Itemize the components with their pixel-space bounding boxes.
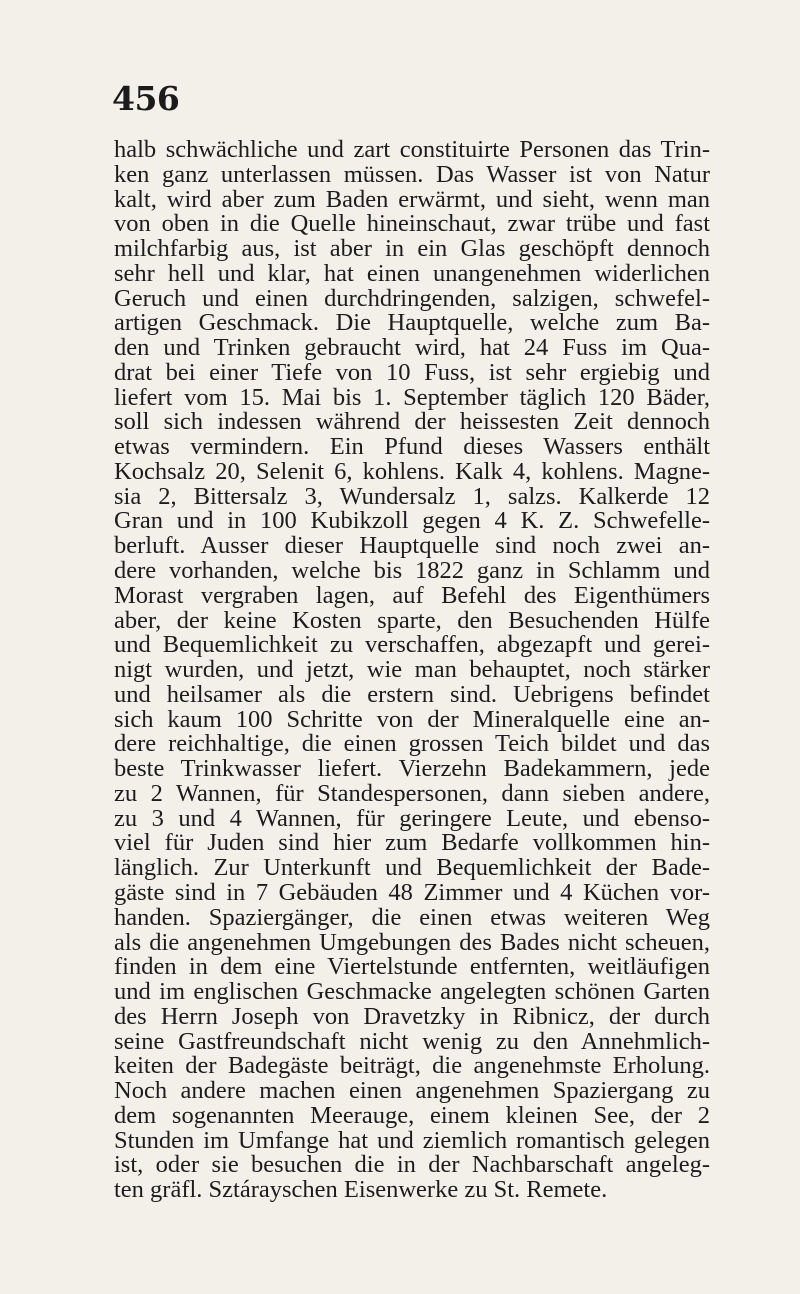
- text-line: soll sich indessen während der heissesten Zeit dennoch: [114, 410, 710, 436]
- text-line: drat bei einer Tiefe von 10 Fuss, ist sehr ergiebig und: [114, 360, 710, 386]
- text-line: nigt wurden, und jetzt, wie man behauptet, noch stärker: [114, 658, 710, 683]
- text-line: gäste sind in 7 Gebäuden 48 Zimmer und 4 Küchen vor-: [114, 880, 710, 906]
- text-line: Geruch und einen durchdringenden, salzigen, schwefel-: [114, 286, 710, 312]
- page-number: 456: [112, 79, 180, 118]
- text-line: Noch andere machen einen angenehmen Spaziergang zu: [114, 1079, 710, 1104]
- text-line: aber, der keine Kosten sparte, den Besuchenden Hülfe: [114, 608, 710, 634]
- text-line: zu 3 und 4 Wannen, für geringere Leute, und ebenso-: [114, 806, 710, 832]
- text-line: handen. Spaziergänger, die einen etwas weiteren Weg: [114, 905, 710, 931]
- text-line: von oben in die Quelle hineinschaut, zwar trübe und fast: [114, 212, 710, 238]
- text-line: dere vorhanden, welche bis 1822 ganz in Schlamm und: [114, 559, 710, 584]
- body-text: [114, 138, 710, 1203]
- text-line: keiten der Badegäste beiträgt, die angenehmste Erholung.: [114, 1054, 710, 1080]
- text-line: und heilsamer als die erstern sind. Uebrigens befindet: [114, 682, 710, 708]
- text-line: ten gräfl. Sztárayschen Eisenwerke zu St. Remete.: [114, 1178, 608, 1203]
- text-line: etwas vermindern. Ein Pfund dieses Wassers enthält: [114, 435, 710, 460]
- text-line: ken ganz unterlassen müssen. Das Wasser ist von Natur: [114, 162, 710, 188]
- text-line: Gran und in 100 Kubikzoll gegen 4 K. Z. Schwefelle-: [114, 509, 710, 535]
- text-line: finden in dem eine Viertelstunde entfernten, weitläufigen: [114, 955, 710, 981]
- text-line: Stunden im Umfange hat und ziemlich romantisch gelegen: [114, 1128, 710, 1154]
- text-line: dem sogenannten Meerauge, einem kleinen See, der 2: [114, 1103, 710, 1129]
- text-line: berluft. Ausser dieser Hauptquelle sind noch zwei an-: [114, 534, 710, 560]
- text-line: kalt, wird aber zum Baden erwärmt, und sieht, wenn man: [114, 187, 710, 213]
- text-line: und im englischen Geschmacke angelegten schönen Garten: [114, 980, 710, 1005]
- text-line: ist, oder sie besuchen die in der Nachbarschaft angeleg-: [114, 1153, 710, 1179]
- text-line: beste Trinkwasser liefert. Vierzehn Badekammern, jede: [114, 757, 710, 782]
- text-line: viel für Juden sind hier zum Bedarfe vollkommen hin-: [114, 831, 710, 857]
- text-line: seine Gastfreundschaft nicht wenig zu den Annehmlich-: [114, 1029, 710, 1055]
- text-line: länglich. Zur Unterkunft und Bequemlichkeit der Bade-: [114, 856, 710, 881]
- text-line: dere reichhaltige, die einen grossen Teich bildet und das: [114, 732, 710, 758]
- text-line: zu 2 Wannen, für Standespersonen, dann sieben andere,: [114, 781, 710, 807]
- text-line: des Herrn Joseph von Dravetzky in Ribnicz, der durch: [114, 1004, 710, 1030]
- text-line: Kochsalz 20, Selenit 6, kohlens. Kalk 4, kohlens. Magne-: [114, 459, 710, 485]
- text-line: und Bequemlichkeit zu verschaffen, abgezapft und gerei-: [114, 633, 710, 659]
- text-line: halb schwächliche und zart constituirte Personen das Trin-: [114, 138, 710, 163]
- text-line: als die angenehmen Umgebungen des Bades nicht scheuen,: [114, 930, 710, 956]
- text-line: sia 2, Bittersalz 3, Wundersalz 1, salzs. Kalkerde 12: [114, 484, 710, 510]
- text-line: liefert vom 15. Mai bis 1. September täglich 120 Bäder,: [114, 385, 710, 411]
- text-line: artigen Geschmack. Die Hauptquelle, welche zum Ba-: [114, 311, 710, 337]
- text-line: milchfarbig aus, ist aber in ein Glas geschöpft dennoch: [114, 237, 710, 262]
- text-line: den und Trinken gebraucht wird, hat 24 Fuss im Qua-: [114, 336, 710, 361]
- text-line: sich kaum 100 Schritte von der Mineralquelle eine an-: [114, 707, 710, 733]
- text-line: sehr hell und klar, hat einen unangenehmen widerlichen: [114, 261, 710, 287]
- text-line: Morast vergraben lagen, auf Befehl des Eigenthümers: [114, 583, 710, 609]
